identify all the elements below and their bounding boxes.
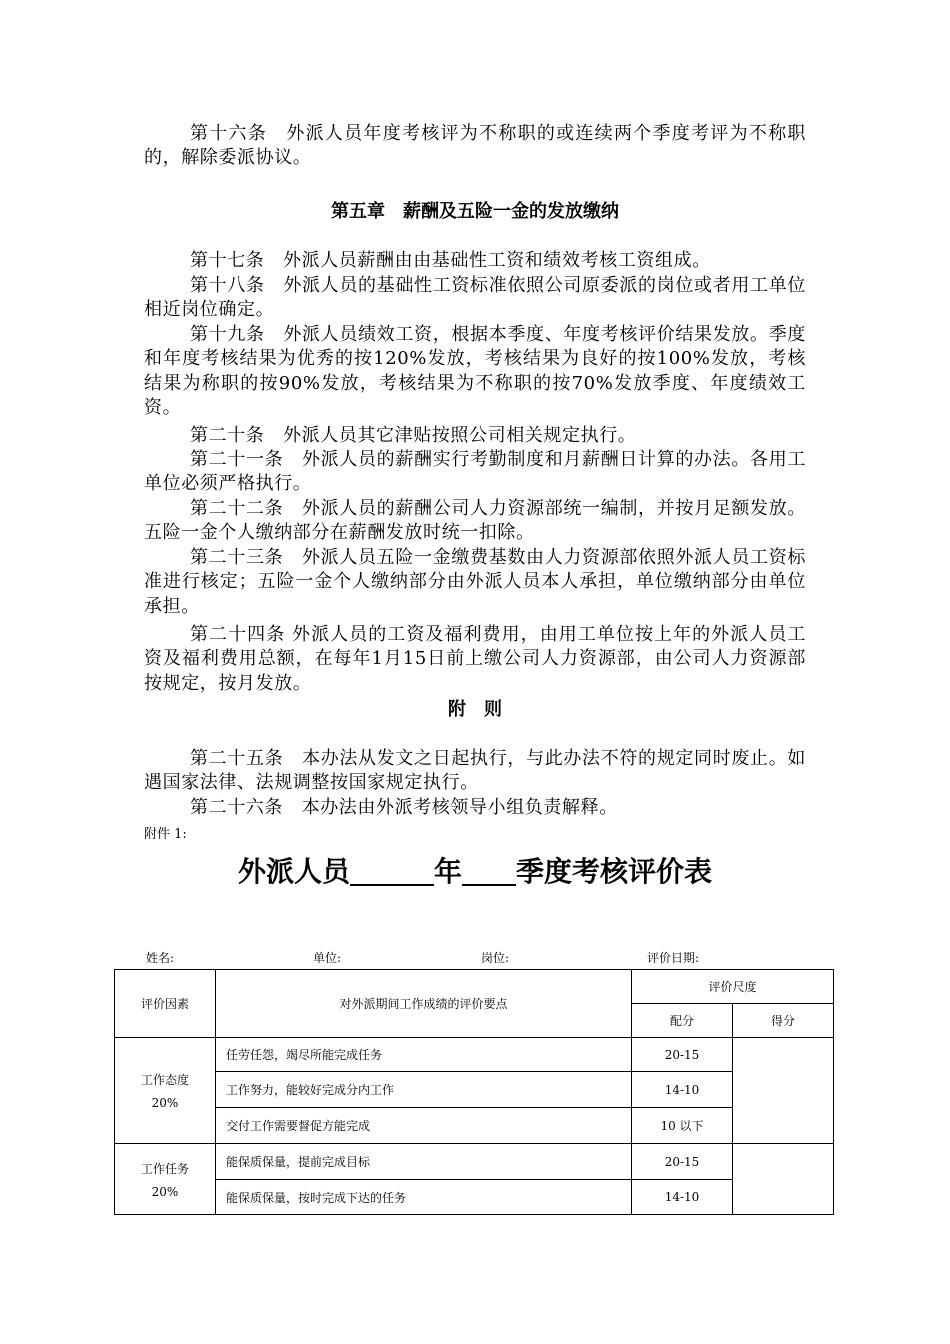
range-cell: 10 以下 [632,1108,733,1144]
appendix-heading: 附 则 [448,699,502,720]
header-score-range: 配分 [632,1004,733,1038]
article-23: 第二十三条 外派人员五险一金缴费基数由人力资源部依照外派人员工资标准进行核定；五险一金个人缴纳部分由外派人员本人承担，单位缴纳部分由单位承担。 [144,547,806,617]
header-points: 对外派期间工作成绩的评价要点 [216,970,632,1038]
article-16: 第十六条 外派人员年度考核评为不称职的或连续两个季度考评为不称职的，解除委派协议。 [144,123,806,169]
field-date-label: 评价日期: [647,951,700,965]
field-position-label: 岗位: [481,951,510,965]
score-input-cell[interactable] [733,1038,834,1144]
factor-label: 工作任务 [140,1161,189,1176]
range-cell: 14-10 [632,1180,733,1215]
score-input-cell[interactable] [733,1144,834,1215]
article-25: 第二十五条 本办法从发文之日起执行，与此办法不符的规定同时废止。如遇国家法律、法规调整按国家规定执行。 [144,748,806,794]
table-row [115,1144,834,1180]
form-title [144,852,806,892]
header-factor: 评价因素 [115,970,216,1038]
point-cell: 交付工作需要督促方能完成 [216,1108,632,1144]
factor-cell-attitude [115,1038,216,1144]
article-18: 第十八条 外派人员的基础性工资标准依照公司原委派的岗位或者用工单位相近岗位确定。 [144,275,806,321]
factor-cell-task [115,1144,216,1215]
table-row [115,1072,834,1108]
range-cell: 20-15 [632,1144,733,1180]
table-row [115,1038,834,1072]
article-24: 第二十四条 外派人员的工资及福利费用，由用工单位按上年的外派人员工资及福利费用总额，在每年1月15日前上缴公司人力资源部，由公司人力资源部按规定，按月发放。 [144,624,806,694]
point-cell: 工作努力，能较好完成分内工作 [216,1072,632,1108]
chapter-5-heading: 第五章 薪酬及五险一金的发放缴纳 [331,201,619,222]
table-header-row [115,970,834,1004]
factor-label: 工作态度 [140,1073,189,1087]
quarter-blank [462,852,516,886]
field-name-label: 姓名: [146,951,175,965]
field-unit-label: 单位: [313,951,342,965]
factor-weight: 20% [151,1184,179,1199]
header-score: 得分 [733,1004,834,1038]
article-26: 第二十六条 本办法由外派考核领导小组负责解释。 [190,797,618,818]
table-row [115,1108,834,1144]
range-cell: 20-15 [632,1038,733,1072]
point-cell: 能保质保量，按时完成下达的任务 [216,1180,632,1215]
year-blank [350,852,434,886]
table-row [115,1180,834,1215]
evaluation-table [114,969,834,1215]
article-21: 第二十一条 外派人员的薪酬实行考勤制度和月薪酬日计算的办法。各用工单位必须严格执行。 [144,449,806,495]
form-title-suffix: 季度考核评价表 [516,855,713,888]
article-17: 第十七条 外派人员薪酬由由基础性工资和绩效考核工资组成。 [190,250,711,271]
article-20: 第二十条 外派人员其它津贴按照公司相关规定执行。 [190,425,637,446]
factor-weight: 20% [151,1096,179,1110]
point-cell: 任劳任怨，竭尽所能完成任务 [216,1038,632,1072]
form-title-year: 年 [433,855,462,888]
point-cell: 能保质保量，提前完成目标 [216,1144,632,1180]
attachment-label: 附件 1: [144,827,187,842]
form-title-prefix: 外派人员 [237,855,350,888]
range-cell: 14-10 [632,1072,733,1108]
header-scale: 评价尺度 [632,970,834,1004]
article-22: 第二十二条 外派人员的薪酬公司人力资源部统一编制，并按月足额发放。五险一金个人缴纳部分在薪酬发放时统一扣除。 [144,498,806,544]
article-19: 第十九条 外派人员绩效工资，根据本季度、年度考核评价结果发放。季度和年度考核结果为优秀的按120%发放，考核结果为良好的按100%发放，考核结果为称职的按90%发放，考核结果为不称职的按70%发放季度、年度绩效工资。 [144,324,806,418]
